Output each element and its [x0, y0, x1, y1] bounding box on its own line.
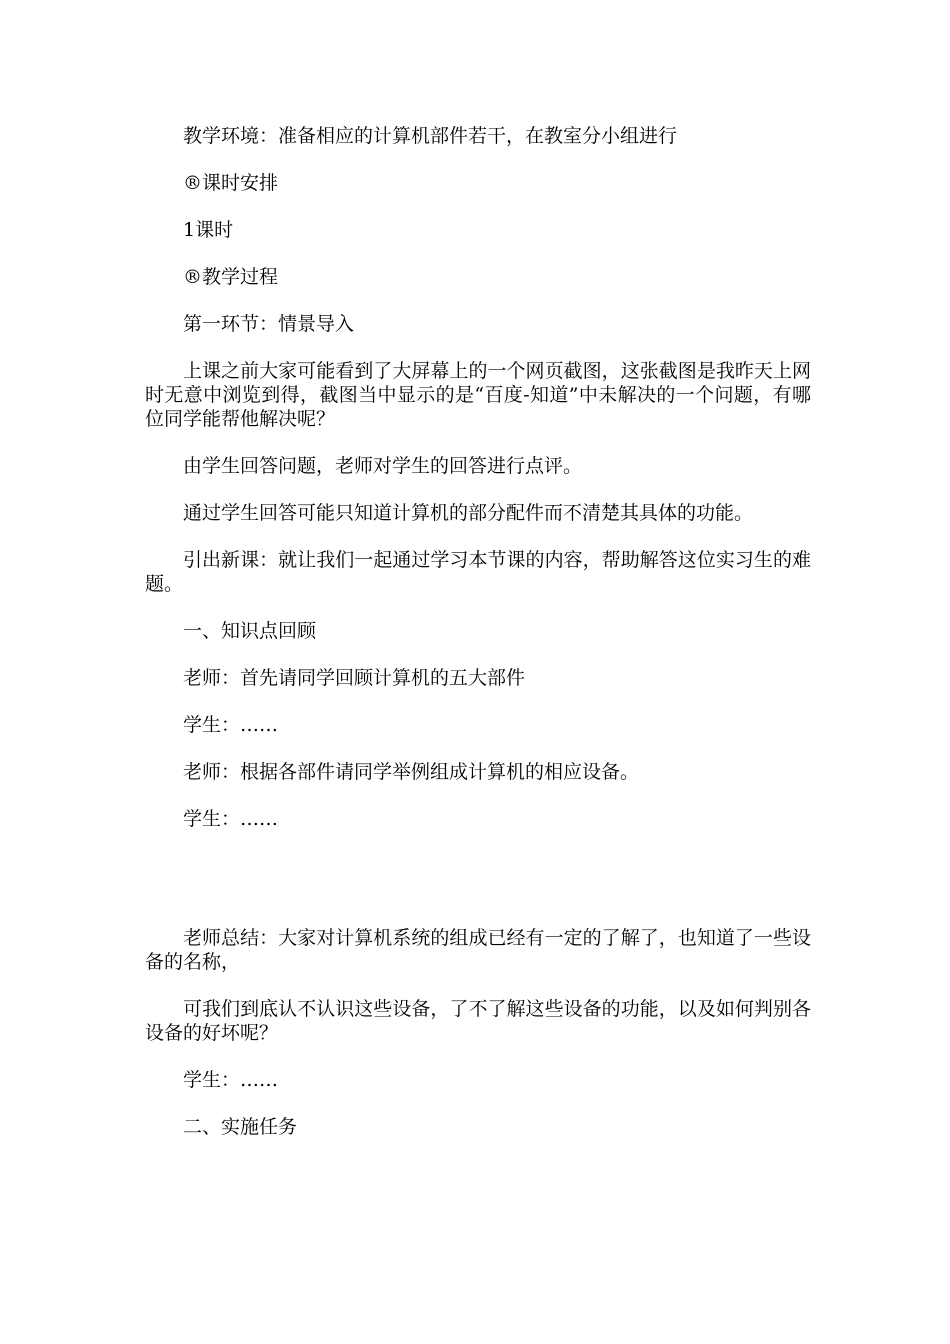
paragraph-class-hours: 1课时 [183, 219, 234, 241]
paragraph-partial-knowledge: 通过学生回答可能只知道计算机的部分配件而不清楚其具体的功能。 [183, 502, 754, 524]
heading-class-schedule: ®课时安排 [183, 172, 279, 194]
dialogue-teacher-1: 老师：首先请同学回顾计算机的五大部件 [183, 667, 526, 689]
dialogue-teacher-2: 老师：根据各部件请同学举例组成计算机的相应设备。 [183, 761, 640, 783]
dialogue-teacher-summary: 老师总结：大家对计算机系统的组成已经有一定的了解了，也知道了一些设备的名称， [145, 927, 811, 973]
dialogue-teacher-question: 可我们到底认不认识这些设备，了不了解这些设备的功能，以及如何判别各设备的好坏呢？ [145, 998, 811, 1044]
paragraph-intro: 上课之前大家可能看到了大屏幕上的一个网页截图，这张截图是我昨天上网时无意中浏览到得，截图当中显示的是“百度-知道”中未解决的一个问题，有哪位同学能帮他解决呢？ [145, 360, 811, 430]
heading-teaching-process: ®教学过程 [183, 266, 279, 288]
heading-implement-task: 二、实施任务 [183, 1116, 298, 1138]
paragraph-new-lesson: 引出新课：就让我们一起通过学习本节课的内容，帮助解答这位实习生的难题。 [145, 549, 811, 595]
dialogue-student-2: 学生：…… [183, 808, 279, 830]
dialogue-student-1: 学生：…… [183, 714, 279, 736]
dialogue-student-3: 学生：…… [183, 1069, 279, 1091]
heading-review: 一、知识点回顾 [183, 620, 317, 642]
paragraph-teaching-environment: 教学环境：准备相应的计算机部件若干，在教室分小组进行 [183, 125, 678, 147]
blank-space [145, 854, 811, 926]
document-body [145, 124, 811, 1162]
heading-section-one: 第一环节：情景导入 [183, 313, 355, 335]
paragraph-student-answer: 由学生回答问题，老师对学生的回答进行点评。 [183, 455, 583, 477]
